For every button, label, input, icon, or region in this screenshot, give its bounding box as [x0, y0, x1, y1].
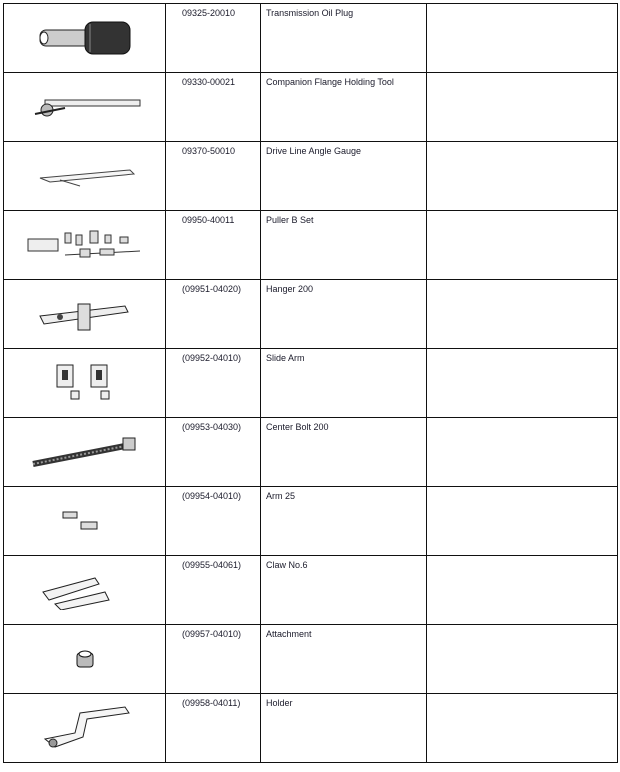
tool-name: Drive Line Angle Gauge [266, 146, 362, 156]
table-row [4, 625, 618, 694]
part-number: (09954-04010) [182, 491, 242, 501]
table-row [4, 211, 618, 280]
puller-set-icon [4, 225, 165, 265]
part-number-cell [166, 625, 261, 694]
table-row [4, 418, 618, 487]
tool-name-cell [261, 418, 427, 487]
arm-icon [4, 506, 165, 536]
tool-image-cell [4, 487, 166, 556]
table-row [4, 556, 618, 625]
tool-name: Transmission Oil Plug [266, 8, 354, 18]
table-row [4, 280, 618, 349]
tool-name: Companion Flange Holding Tool [266, 77, 394, 87]
note-cell [427, 349, 618, 418]
part-number-cell [166, 4, 261, 73]
note-cell [427, 418, 618, 487]
part-number-cell [166, 73, 261, 142]
part-number: (09952-04010) [182, 353, 242, 363]
note-cell [427, 487, 618, 556]
part-number: (09953-04030) [182, 422, 242, 432]
hanger-icon [4, 294, 165, 334]
slide-arm-icon [4, 361, 165, 405]
part-number-cell [166, 280, 261, 349]
tool-name: Arm 25 [266, 491, 296, 501]
tool-name-cell [261, 694, 427, 763]
tool-name: Claw No.6 [266, 560, 308, 570]
tool-name-cell [261, 142, 427, 211]
part-number: (09957-04010) [182, 629, 242, 639]
note-cell [427, 625, 618, 694]
tool-name-cell [261, 625, 427, 694]
tool-name-cell [261, 73, 427, 142]
tool-image-cell [4, 625, 166, 694]
tool-image-cell [4, 73, 166, 142]
oil-plug-icon [4, 18, 165, 58]
table-row [4, 73, 618, 142]
part-number-cell [166, 142, 261, 211]
tool-image-cell [4, 280, 166, 349]
center-bolt-icon [4, 432, 165, 472]
note-cell [427, 211, 618, 280]
tool-image-cell [4, 349, 166, 418]
part-number: (09955-04061) [182, 560, 242, 570]
note-cell [427, 556, 618, 625]
tool-name: Holder [266, 698, 293, 708]
note-cell [427, 142, 618, 211]
table-row [4, 349, 618, 418]
tool-name-cell [261, 211, 427, 280]
part-number: 09950-40011 [182, 215, 235, 225]
tool-image-cell [4, 142, 166, 211]
tool-name: Attachment [266, 629, 312, 639]
special-tools-table [3, 3, 618, 763]
part-number: (09958-04011) [182, 698, 241, 708]
part-number-cell [166, 418, 261, 487]
part-number: (09951-04020) [182, 284, 242, 294]
table-row [4, 694, 618, 763]
part-number-cell [166, 556, 261, 625]
tool-image-cell [4, 556, 166, 625]
angle-gauge-icon [4, 164, 165, 188]
tool-image-cell [4, 418, 166, 487]
table-row [4, 487, 618, 556]
part-number-cell [166, 349, 261, 418]
tool-name-cell [261, 349, 427, 418]
tool-image-cell [4, 211, 166, 280]
claw-icon [4, 570, 165, 610]
tool-name-cell [261, 4, 427, 73]
table-row [4, 4, 618, 73]
tool-name-cell [261, 280, 427, 349]
part-number-cell [166, 487, 261, 556]
part-number-cell [166, 694, 261, 763]
note-cell [427, 280, 618, 349]
part-number: 09330-00021 [182, 77, 236, 87]
tool-name-cell [261, 556, 427, 625]
attachment-icon [4, 647, 165, 671]
part-number: 09325-20010 [182, 8, 236, 18]
tool-name: Center Bolt 200 [266, 422, 329, 432]
part-number: 09370-50010 [182, 146, 236, 156]
tool-name: Slide Arm [266, 353, 305, 363]
tool-name: Hanger 200 [266, 284, 314, 294]
tool-name: Puller B Set [266, 215, 314, 225]
tool-image-cell [4, 4, 166, 73]
tool-image-cell [4, 694, 166, 763]
note-cell [427, 73, 618, 142]
table-row [4, 142, 618, 211]
holder-icon [4, 703, 165, 753]
part-number-cell [166, 211, 261, 280]
note-cell [427, 4, 618, 73]
flange-holding-tool-icon [4, 92, 165, 122]
note-cell [427, 694, 618, 763]
tool-name-cell [261, 487, 427, 556]
